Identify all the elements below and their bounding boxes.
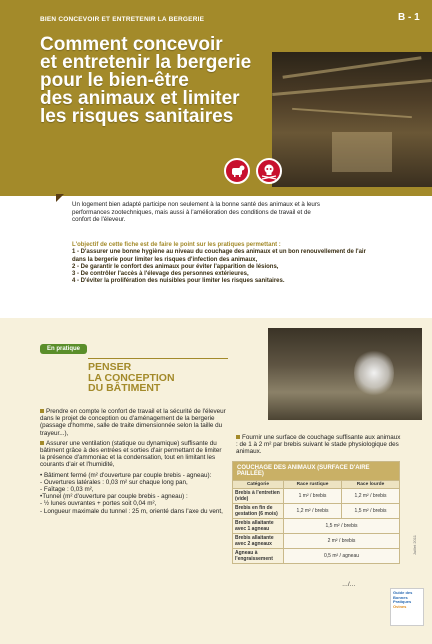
intro-text: Un logement bien adapté participe non seulement à la bonne santé des animaux et à leurs performances zootechniques, mais aussi à l'amélioration des conditions de travail et de confort de l'éleveur. <box>72 201 321 224</box>
title-line: des animaux et limiter <box>40 88 240 109</box>
objective-lead: L'objectif de cette fiche est de faire le point sur les pratiques permettant : <box>72 242 281 248</box>
surface-text <box>236 434 402 456</box>
table-header: Race rustique <box>284 481 342 489</box>
publication-date: Juillet 2011 <box>412 535 417 555</box>
objective-item: 1 - D'assurer une bonne hygiène au niveau du couchage des animaux et un bon renouvellement de l'air dans la bergerie pour limiter les risques d'infection des animaux, <box>72 249 366 263</box>
section-header: BIEN CONCEVOIR ET ENTRETENIR LA BERGERIE <box>40 16 205 23</box>
smoke-plume <box>354 348 394 398</box>
table-cell: 0,5 m² / agneau <box>284 549 400 564</box>
row-label: Brebis en fin de gestation (6 mois) <box>233 504 284 519</box>
table-header: Catégorie <box>233 481 284 489</box>
title-line: Comment concevoir <box>40 34 223 55</box>
bergerie-photo <box>272 52 432 187</box>
body-line: - Faîtage : 0,03 m², <box>40 486 94 494</box>
arrow-icon <box>56 194 64 202</box>
body-line: - Longueur maximale du tunnel : 25 m, orienté dans l'axe du vent, <box>40 507 223 515</box>
table-row <box>233 489 400 504</box>
bullet-square-icon <box>40 441 44 445</box>
body-line: • Bâtiment fermé (m² d'ouverture par couple brebis - agneau): <box>40 471 212 479</box>
table-cell: 1,2 m² / brebis <box>284 504 342 519</box>
sheet-code: B - 1 <box>398 12 420 23</box>
table-row <box>233 534 400 549</box>
practice-badge: En pratique <box>40 344 87 354</box>
section-divider <box>88 358 228 359</box>
table-row <box>233 519 400 534</box>
guide-logo-line: Guide des <box>393 590 413 595</box>
body-line: - Ouvertures latérales : 0,03 m² sur chaque long pan, <box>40 478 188 486</box>
table-row <box>233 549 400 564</box>
guide-logo <box>390 588 424 626</box>
table-cell: 1 m² / brebis <box>284 489 342 504</box>
row-label: Brebis à l'entretien (vide) <box>233 489 284 504</box>
conception-text <box>40 408 226 515</box>
section-title-line: LA CONCEPTION <box>88 371 175 384</box>
guide-logo-line: Pratiques <box>393 599 412 604</box>
section-title-line: DU BÂTIMENT <box>88 382 161 394</box>
table-header-row <box>233 481 400 489</box>
table-cell: 1,2 m² / brebis <box>342 489 400 504</box>
body-line: - ½ lunes ouvrantes + portes soit 0,04 m², <box>40 500 157 508</box>
continuation-mark: …/… <box>342 582 356 588</box>
sheep-barn-photo <box>268 328 422 420</box>
body-paragraph: Fournir une surface de couchage suffisante aux animaux : de 1 à 2 m² par brebis suivant le stade physiologique des animaux. <box>236 434 401 456</box>
row-label: Agneau à l'engraissement <box>233 549 284 564</box>
bullet-square-icon <box>236 435 240 439</box>
table-caption: COUCHAGE DES ANIMAUX (SURFACE D'AIRE PAILLÉE) <box>233 462 400 481</box>
body-line: •Tunnel (m² d'ouverture par couple brebis - agneau) : <box>40 493 188 501</box>
sheep-health-icon <box>224 158 250 184</box>
guide-logo-line: Ovines <box>393 603 407 609</box>
table-row <box>233 504 400 519</box>
title-line: et entretenir la bergerie <box>40 52 252 73</box>
section-title-line: PENSER <box>88 361 132 373</box>
hazard-skull-icon <box>256 158 282 184</box>
table-cell: 1,5 m² / brebis <box>284 519 400 534</box>
body-paragraph: Assurer une ventilation (statique ou dynamique) suffisante du bâtiment grâce à des entrées et sorties d'air permettant de limiter la présence d'ammoniac et la condensation, tout en limitant les courants d'air et l'humidité, <box>40 439 222 469</box>
row-label: Brebis allaitante avec 2 agneaux <box>233 534 284 549</box>
bedding-table <box>232 461 400 564</box>
objective-item: 2 - De garantir le confort des animaux pour éviter l'apparition de lésions, <box>72 263 279 270</box>
title-line: les risques sanitaires <box>40 106 234 127</box>
section-title <box>88 362 208 394</box>
body-paragraph: Prendre en compte le confort de travail et la sécurité de l'éleveur dans le projet de conception ou d'aménagement de la bergerie (passage d'homme, salle de traite dimensionnée selon la taille du trayeur...), <box>40 408 226 437</box>
page-title <box>40 36 280 126</box>
table-cell: 2 m² / brebis <box>284 534 400 549</box>
table-header: Race lourde <box>342 481 400 489</box>
objective-item: 3 - De contrôler l'accès à l'élevage des personnes extérieures, <box>72 271 249 278</box>
table-cell: 1,5 m² / brebis <box>342 504 400 519</box>
objective-block <box>72 242 372 286</box>
guide-logo-line: Bonnes <box>393 594 408 600</box>
row-label: Brebis allaitante avec 1 agneau <box>233 519 284 534</box>
objective-item: 4 - D'éviter la prolifération des nuisibles pour limiter les risques sanitaires. <box>72 278 285 285</box>
bullet-square-icon <box>40 409 44 413</box>
title-line: pour le bien-être <box>40 70 189 91</box>
